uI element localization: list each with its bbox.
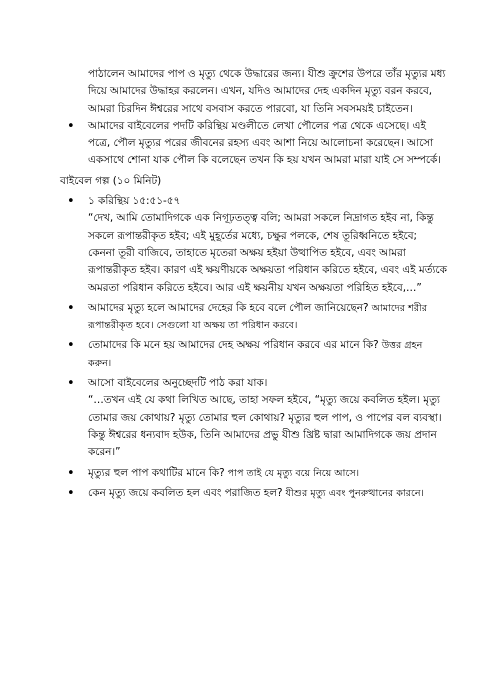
answer-note: আমাদের শরীর রূপান্তরীকৃত হবে। সেগুলো যা অক্ষয় তা পরিধান করবে। xyxy=(88,302,428,332)
list-item-text: আমাদের বাইবেলের পদটি করিন্থিয় মণ্ডলীতে লেখা পৌলের পত্র থেকে এসেছে। এই পত্রে, পৌল মৃত্যুর পরের জীবনের রহস্য এবং আশা নিয়ে আলোচনা করেছেন। আসো একসাথে শোনা যাক পৌল কি বলেছেন তখন কি হয় যখন আমরা মারা যাই সে সম্পর্কে। xyxy=(88,119,441,167)
bullet-icon: • xyxy=(67,376,75,392)
bullet-list-story xyxy=(58,193,447,502)
answer-note: পাপ তাই যে মৃত্যু বয়ে নিয়ে আসে। xyxy=(224,467,360,479)
section-heading: বাইবেল গল্প (১০ মিনিট) xyxy=(60,174,162,187)
scripture-quote: “…তখন এই যে কথা লিখিত আছে, তাহা সফল হইবে, “মৃত্যু জয়ে কবলিত হইল। মৃত্যু তোমার জয় কোথায়? মৃত্যু তোমার হুল কোথায়? মৃত্যুর হুল পাপ, ও পাপের বল ব্যবস্থা। কিন্তু ঈশ্বরের ধন্যবাদ হউক, তিনি আমাদের প্রভু যীশু খ্রিষ্ট দ্বারা আমাদিগকে জয় প্রদান করেন।” xyxy=(88,394,442,459)
bullet-icon: • xyxy=(67,485,75,501)
scripture-quote: “দেখ, আমি তোমাদিগকে এক নিগূঢ়তত্ত্ব বলি; আমরা সকলে নিদ্রাগত হইব না, কিন্তু সকলে রূপান্তরীকৃত হইব; এই মুহূর্তের মধ্যে, চক্ষুর পলকে, শেষ তূরিধ্বনিতে হইবে; কেননা তূরী বাজিবে, তাহাতে মৃতেরা অক্ষয় হইয়া উত্থাপিত হইবে, এবং আমরা রূপান্তরীকৃত হইব। কারণ এই ক্ষয়ণীয়কে অক্ষয়তা পরিধান করিতে হইবে, এবং এই মর্ত্যকে অমরতা পরিধান করিতে হইবে। আর এই ক্ষয়নীয় যখন অক্ষয়তা পরিহিত হইবে,…” xyxy=(88,212,447,294)
question-text: কেন মৃত্যু জয়ে কবলিত হল এবং পরাজিত হল? xyxy=(88,486,283,499)
question-text: তোমাদের কি মনে হয় আমাদের দেহ অক্ষয় পরিধান করবে এর মানে কি? xyxy=(88,339,379,352)
answer-note: উত্তর গ্রহন করুন। xyxy=(88,340,423,369)
list-item xyxy=(67,193,447,297)
list-item xyxy=(67,337,447,372)
scripture-reference: ১ করিন্থিয় ১৫:৫১-৫৭ xyxy=(88,195,181,208)
bullet-list-top xyxy=(58,118,447,170)
list-item xyxy=(67,300,447,335)
bullet-icon: • xyxy=(67,300,75,316)
bullet-icon: • xyxy=(67,338,75,354)
list-item xyxy=(67,485,447,502)
list-item xyxy=(67,375,447,461)
answer-note: যীশুর মৃত্যু এবং পুনরুত্থানের কারনে। xyxy=(282,487,424,499)
list-item xyxy=(67,118,447,170)
bullet-icon: • xyxy=(67,194,75,210)
bullet-icon: • xyxy=(67,118,75,134)
question-text: মৃত্যুর হুল পাপ কথাটির মানে কি? xyxy=(88,466,225,479)
reading-instruction: আসো বাইবেলের অনুচ্ছেদটি পাঠ করা যাক। xyxy=(88,377,268,390)
question-text: আমাদের মৃত্যু হলে আমাদের দেহের কি হবে বলে পৌল জানিয়েছেন? xyxy=(88,301,369,314)
list-item xyxy=(67,465,447,482)
intro-paragraph: পাঠালেন আমাদের পাপ ও মৃত্যু থেকে উদ্ধারের জন্য। যীশু ক্রুশের উপরে তাঁর মৃত্যুর মধ্য দিয়ে আমাদের উদ্ধাহর করলেন। এখন, যদিও আমাদের দেহ একদিন মৃত্যু বরন করবে, আমরা চিরদিন ঈশ্বরের সাথে বসবাস করতে পারবো, যা তিনি সবসময়ই চাইতেন। xyxy=(88,68,446,115)
bullet-icon: • xyxy=(67,465,75,481)
